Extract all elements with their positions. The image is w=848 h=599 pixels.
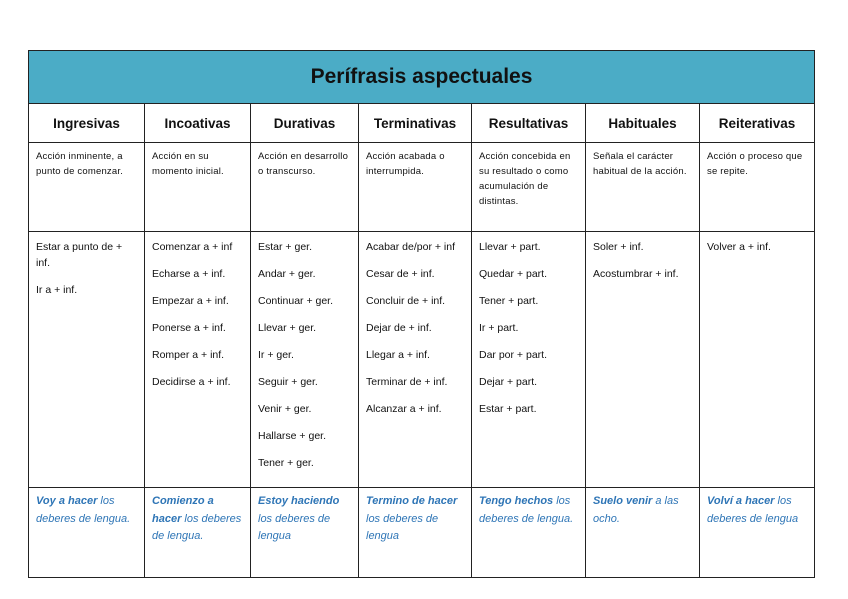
example-verb-phrase: Volví a hacer [707, 495, 775, 507]
description-terminativas: Acción acabada o interrumpida. [359, 143, 472, 232]
column-header-durativas: Durativas [251, 104, 359, 143]
example-row [29, 488, 815, 578]
title-row [29, 51, 815, 104]
form-item: Estar + part. [479, 403, 537, 415]
example-verb-phrase: Termino de hacer [366, 495, 458, 507]
form-item: Comenzar a + inf [152, 241, 233, 253]
description-incoativas: Acción en su momento inicial. [145, 143, 251, 232]
form-item: Tener + ger. [258, 457, 314, 469]
form-item: Hallarse + ger. [258, 430, 326, 442]
description-ingresivas: Acción inminente, a punto de comenzar. [29, 143, 145, 232]
column-header-resultativas: Resultativas [472, 104, 586, 143]
forms-list-incoativas [145, 232, 251, 488]
example-rest: los deberes de lengua [707, 495, 799, 525]
form-item: Soler + inf. [593, 241, 644, 253]
example-resultativas [472, 488, 586, 578]
form-item: Continuar + ger. [258, 295, 334, 307]
example-habituales [586, 488, 700, 578]
table-title: Perífrasis aspectuales [29, 51, 815, 104]
example-rest: los deberes de lengua. [152, 512, 242, 542]
column-header-incoativas: Incoativas [145, 104, 251, 143]
description-resultativas: Acción concebida en su resultado o como acumulación de distintas. [472, 143, 586, 232]
column-header-reiterativas: Reiterativas [700, 104, 815, 143]
form-item: Cesar de + inf. [366, 268, 435, 280]
example-rest: los deberes de lengua. [479, 495, 574, 525]
form-item: Romper a + inf. [152, 349, 225, 361]
example-rest: los deberes de lengua [366, 512, 439, 542]
form-item: Concluir de + inf. [366, 295, 446, 307]
form-item: Dar por + part. [479, 349, 547, 361]
column-header-ingresivas: Ingresivas [29, 104, 145, 143]
forms-list-reiterativas [700, 232, 815, 488]
description-reiterativas: Acción o proceso que se repite. [700, 143, 815, 232]
form-item: Alcanzar a + inf. [366, 403, 442, 415]
example-rest: los deberes de lengua. [36, 495, 131, 525]
example-incoativas [145, 488, 251, 578]
example-durativas [251, 488, 359, 578]
header-row [29, 104, 815, 143]
form-item: Seguir + ger. [258, 376, 318, 388]
form-item: Dejar de + inf. [366, 322, 432, 334]
form-item: Terminar de + inf. [366, 376, 448, 388]
example-verb-phrase: Voy a hacer [36, 495, 98, 507]
form-item: Ponerse a + inf. [152, 322, 226, 334]
form-item: Ir + ger. [258, 349, 294, 361]
form-item: Estar + ger. [258, 241, 312, 253]
form-item: Acabar de/por + inf [366, 241, 456, 253]
description-row [29, 143, 815, 232]
example-verb-phrase: Suelo venir [593, 495, 653, 507]
forms-list-ingresivas [29, 232, 145, 488]
form-item: Echarse a + inf. [152, 268, 226, 280]
example-ingresivas [29, 488, 145, 578]
forms-list-terminativas [359, 232, 472, 488]
form-item: Dejar + part. [479, 376, 538, 388]
form-item: Llevar + ger. [258, 322, 317, 334]
example-terminativas [359, 488, 472, 578]
form-item: Venir + ger. [258, 403, 312, 415]
example-verb-phrase: Tengo hechos [479, 495, 554, 507]
form-item: Andar + ger. [258, 268, 316, 280]
forms-list-durativas [251, 232, 359, 488]
example-verb-phrase: Estoy haciendo [258, 495, 340, 507]
periphrasis-table [28, 50, 815, 578]
description-habituales: Señala el carácter habitual de la acción. [586, 143, 700, 232]
forms-list-resultativas [472, 232, 586, 488]
example-rest: a las ocho. [593, 495, 679, 525]
example-verb-phrase: Comienzo a hacer [152, 495, 214, 525]
column-header-habituales: Habituales [586, 104, 700, 143]
column-header-terminativas: Terminativas [359, 104, 472, 143]
form-item: Llegar a + inf. [366, 349, 430, 361]
form-item: Ir a + inf. [36, 284, 78, 296]
form-item: Acostumbrar + inf. [593, 268, 679, 280]
form-item: Decidirse a + inf. [152, 376, 231, 388]
forms-row [29, 232, 815, 488]
form-item: Llevar + part. [479, 241, 541, 253]
example-reiterativas [700, 488, 815, 578]
forms-list-habituales [586, 232, 700, 488]
form-item: Volver a + inf. [707, 241, 771, 253]
example-rest: los deberes de lengua [258, 512, 331, 542]
form-item: Empezar a + inf. [152, 295, 229, 307]
form-item: Tener + part. [479, 295, 539, 307]
description-durativas: Acción en desarrollo o transcurso. [251, 143, 359, 232]
form-item: Quedar + part. [479, 268, 547, 280]
form-item: Ir + part. [479, 322, 519, 334]
periphrasis-table-container [28, 50, 814, 578]
form-item: Estar a punto de + inf. [36, 241, 123, 269]
